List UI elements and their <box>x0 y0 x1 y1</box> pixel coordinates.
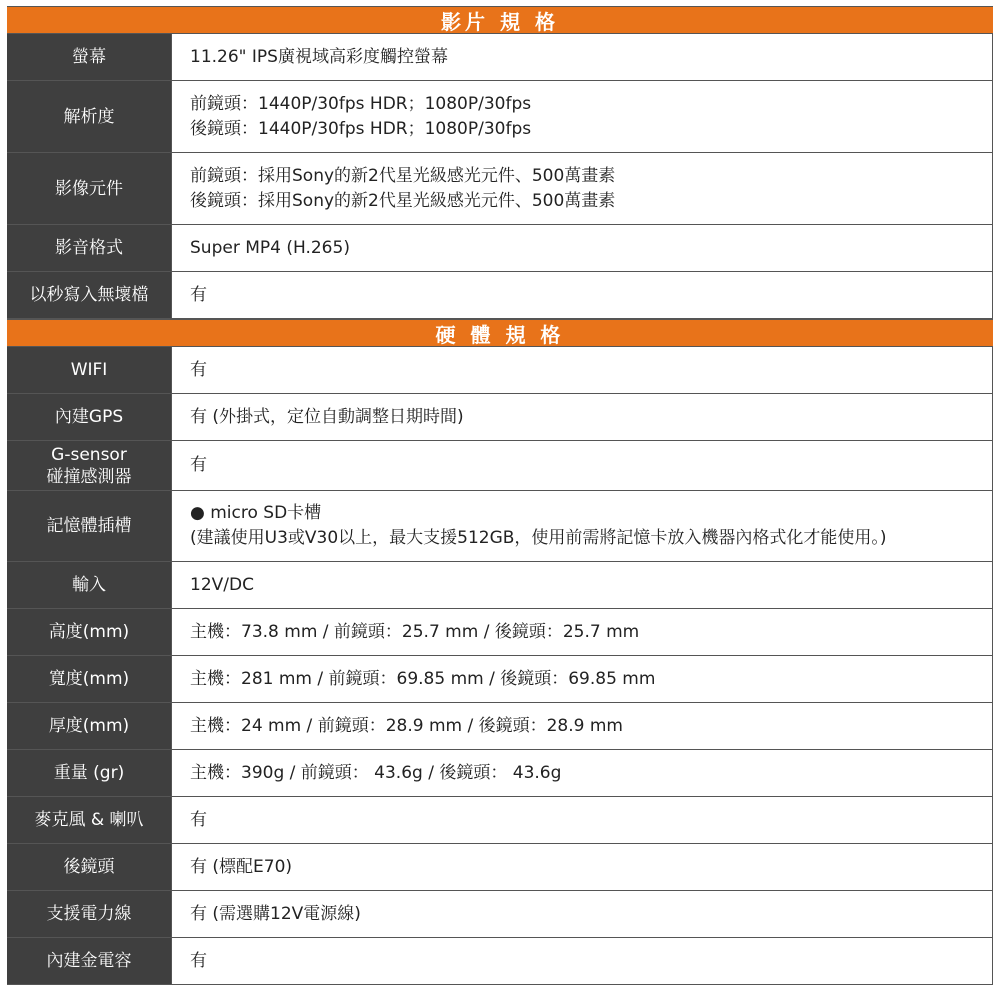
label-text: 支援電力線 <box>46 904 132 924</box>
value-line: 前鏡頭：1440P/30fps HDR；1080P/30fps <box>190 93 532 114</box>
spec-row-weight <box>7 750 993 797</box>
spec-table <box>7 6 993 985</box>
spec-value <box>172 272 993 318</box>
spec-row-wifi <box>7 347 993 394</box>
value-line: 後鏡頭：採用Sony的新2代星光級感光元件、500萬畫素 <box>190 190 616 211</box>
value-line: 有 (標配E70) <box>190 856 293 877</box>
spec-row-input <box>7 562 993 609</box>
value-line: 有 <box>190 284 207 305</box>
spec-value <box>172 225 993 271</box>
spec-value <box>172 34 993 80</box>
value-line: 主機：390g / 前鏡頭： 43.6g / 後鏡頭： 43.6g <box>190 762 562 783</box>
video-spec-rows <box>7 34 993 319</box>
value-line: 前鏡頭：採用Sony的新2代星光級感光元件、500萬畫素 <box>190 165 616 186</box>
spec-row-av-format <box>7 225 993 272</box>
spec-value <box>172 891 993 937</box>
spec-row-gps <box>7 394 993 441</box>
hardware-spec-rows <box>7 347 993 985</box>
value-line: 12V/DC <box>190 574 254 595</box>
label-text: 記憶體插槽 <box>46 516 132 536</box>
label-text: 解析度 <box>63 106 115 127</box>
spec-row-write <box>7 272 993 319</box>
spec-label <box>7 491 172 561</box>
spec-row-power-cable <box>7 891 993 938</box>
spec-label <box>7 347 172 393</box>
spec-label <box>7 272 172 318</box>
spec-label <box>7 153 172 224</box>
spec-value <box>172 609 993 655</box>
value-line: 後鏡頭：1440P/30fps HDR；1080P/30fps <box>190 118 532 139</box>
spec-value <box>172 797 993 843</box>
video-spec-header: 影片 規 格 <box>7 6 993 34</box>
spec-label <box>7 81 172 152</box>
hardware-spec-header: 硬 體 規 格 <box>7 319 993 347</box>
spec-row-gsensor <box>7 441 993 491</box>
spec-value <box>172 347 993 393</box>
value-line: 有 (需選購12V電源線) <box>190 903 361 924</box>
label-text: 以秒寫入無壞檔 <box>29 285 149 305</box>
label-text: 螢幕 <box>72 47 106 67</box>
spec-value <box>172 441 993 490</box>
spec-label <box>7 797 172 843</box>
spec-label <box>7 34 172 80</box>
spec-row-resolution <box>7 81 993 153</box>
spec-label <box>7 703 172 749</box>
label-text: 內建GPS <box>54 407 124 427</box>
value-line: 主機：24 mm / 前鏡頭：28.9 mm / 後鏡頭：28.9 mm <box>190 715 623 736</box>
spec-label <box>7 225 172 271</box>
value-line: 有 <box>190 809 207 830</box>
spec-label <box>7 441 172 490</box>
spec-value <box>172 394 993 440</box>
label-text: 高度(mm) <box>48 622 130 642</box>
spec-value <box>172 703 993 749</box>
spec-row-rear-camera <box>7 844 993 891</box>
spec-value <box>172 938 993 984</box>
label-text: 影音格式 <box>55 238 123 258</box>
value-line: ● micro SD卡槽 <box>190 503 322 523</box>
spec-row-supercapacitor <box>7 938 993 985</box>
value-line: 有 <box>190 359 207 380</box>
spec-label <box>7 394 172 440</box>
spec-label <box>7 891 172 937</box>
spec-value <box>172 153 993 224</box>
label-text: 內建金電容 <box>46 951 132 971</box>
spec-row-sensor <box>7 153 993 225</box>
label-text: 寬度(mm) <box>48 669 130 689</box>
label-text: 影像元件 <box>55 178 123 199</box>
label-text: 碰撞感測器 <box>46 466 132 487</box>
spec-value <box>172 656 993 702</box>
spec-value <box>172 491 993 561</box>
label-text: 重量 (gr) <box>53 763 125 783</box>
spec-value <box>172 750 993 796</box>
label-text: 厚度(mm) <box>48 716 130 736</box>
spec-label <box>7 750 172 796</box>
spec-row-screen <box>7 34 993 81</box>
spec-value <box>172 562 993 608</box>
spec-label <box>7 844 172 890</box>
spec-value <box>172 81 993 152</box>
value-line: Super MP4 (H.265) <box>190 237 350 258</box>
spec-row-memory-slot <box>7 491 993 562</box>
spec-label <box>7 562 172 608</box>
label-text: 後鏡頭 <box>63 857 115 877</box>
spec-value <box>172 844 993 890</box>
value-line: 有 (外掛式，定位自動調整日期時間) <box>190 406 464 427</box>
value-line: 有 <box>190 950 207 971</box>
label-text: G-sensor <box>51 444 127 465</box>
spec-label <box>7 609 172 655</box>
value-line: 主機：73.8 mm / 前鏡頭：25.7 mm / 後鏡頭：25.7 mm <box>190 621 640 642</box>
spec-label <box>7 656 172 702</box>
value-line: 11.26" IPS廣視域高彩度觸控螢幕 <box>190 46 448 67</box>
spec-label <box>7 938 172 984</box>
value-line: (建議使用U3或V30以上，最大支援512GB，使用前需將記憶卡放入機器內格式化才能使用。) <box>190 528 887 548</box>
label-text: 麥克風 & 喇叭 <box>34 810 144 830</box>
spec-row-height <box>7 609 993 656</box>
spec-row-mic-speaker <box>7 797 993 844</box>
spec-row-thickness <box>7 703 993 750</box>
value-line: 主機：281 mm / 前鏡頭：69.85 mm / 後鏡頭：69.85 mm <box>190 668 656 689</box>
value-line: 有 <box>190 455 207 475</box>
spec-row-width <box>7 656 993 703</box>
label-text: 輸入 <box>72 575 106 595</box>
label-text: WIFI <box>70 360 108 380</box>
